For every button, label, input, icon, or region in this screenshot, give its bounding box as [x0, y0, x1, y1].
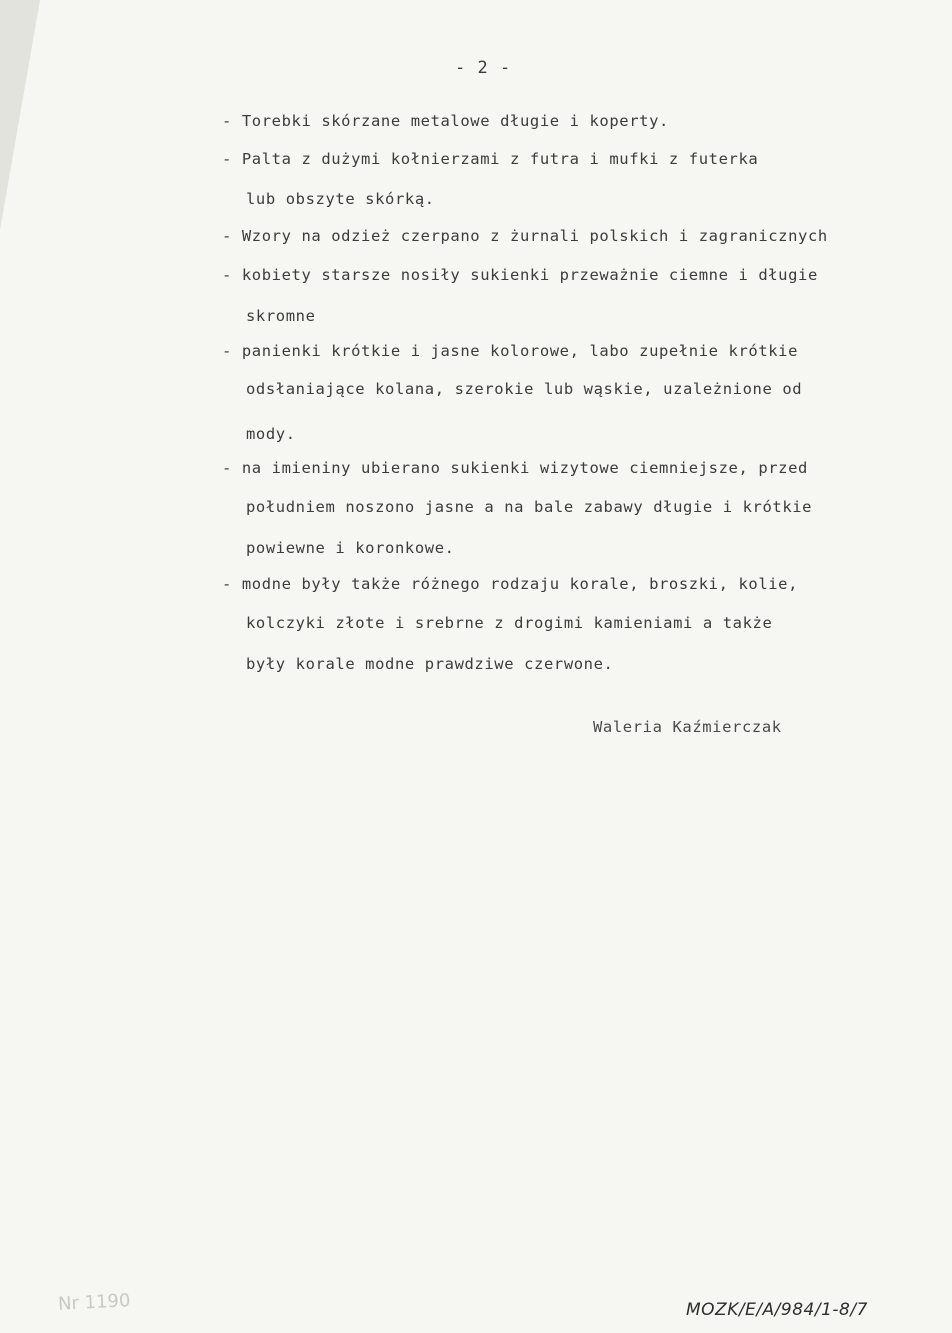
- text-line-10: - na imieniny ubierano sukienki wizytowe ciemniejsze, przed: [222, 459, 808, 477]
- text-line-3: lub obszyte skórką.: [246, 190, 435, 208]
- text-line-13: - modne były także różnego rodzaju korale, broszki, kolie,: [222, 575, 799, 593]
- text-line-4: - Wzory na odzież czerpano z żurnali polskich i zagranicznych: [222, 227, 828, 245]
- page-number: - 2 -: [455, 58, 512, 78]
- pencil-note: Nr 1190: [57, 1290, 131, 1315]
- text-line-15: były korale modne prawdziwe czerwone.: [246, 655, 614, 673]
- archive-mark: MOZK/E/A/984/1-8/7: [686, 1300, 868, 1320]
- text-line-14: kolczyki złote i srebrne z drogimi kamieniami a także: [246, 614, 773, 632]
- text-line-1: - Torebki skórzane metalowe długie i koperty.: [222, 112, 669, 130]
- page-corner-fold: [0, 0, 40, 230]
- text-line-2: - Palta z dużymi kołnierzami z futra i mufki z futerka: [222, 150, 759, 168]
- text-line-6: skromne: [246, 307, 316, 325]
- text-line-7: - panienki krótkie i jasne kolorowe, labo zupełnie krótkie: [222, 342, 799, 360]
- text-line-5: - kobiety starsze nosiły sukienki przeważnie ciemne i długie: [222, 266, 818, 284]
- text-line-11: południem noszono jasne a na bale zabawy długie i krótkie: [246, 498, 813, 516]
- text-line-12: powiewne i koronkowe.: [246, 539, 455, 557]
- signature-name: Waleria Kaźmierczak: [593, 718, 782, 736]
- text-line-8: odsłaniające kolana, szerokie lub wąskie, uzależnione od: [246, 380, 803, 398]
- text-line-9: mody.: [246, 425, 296, 443]
